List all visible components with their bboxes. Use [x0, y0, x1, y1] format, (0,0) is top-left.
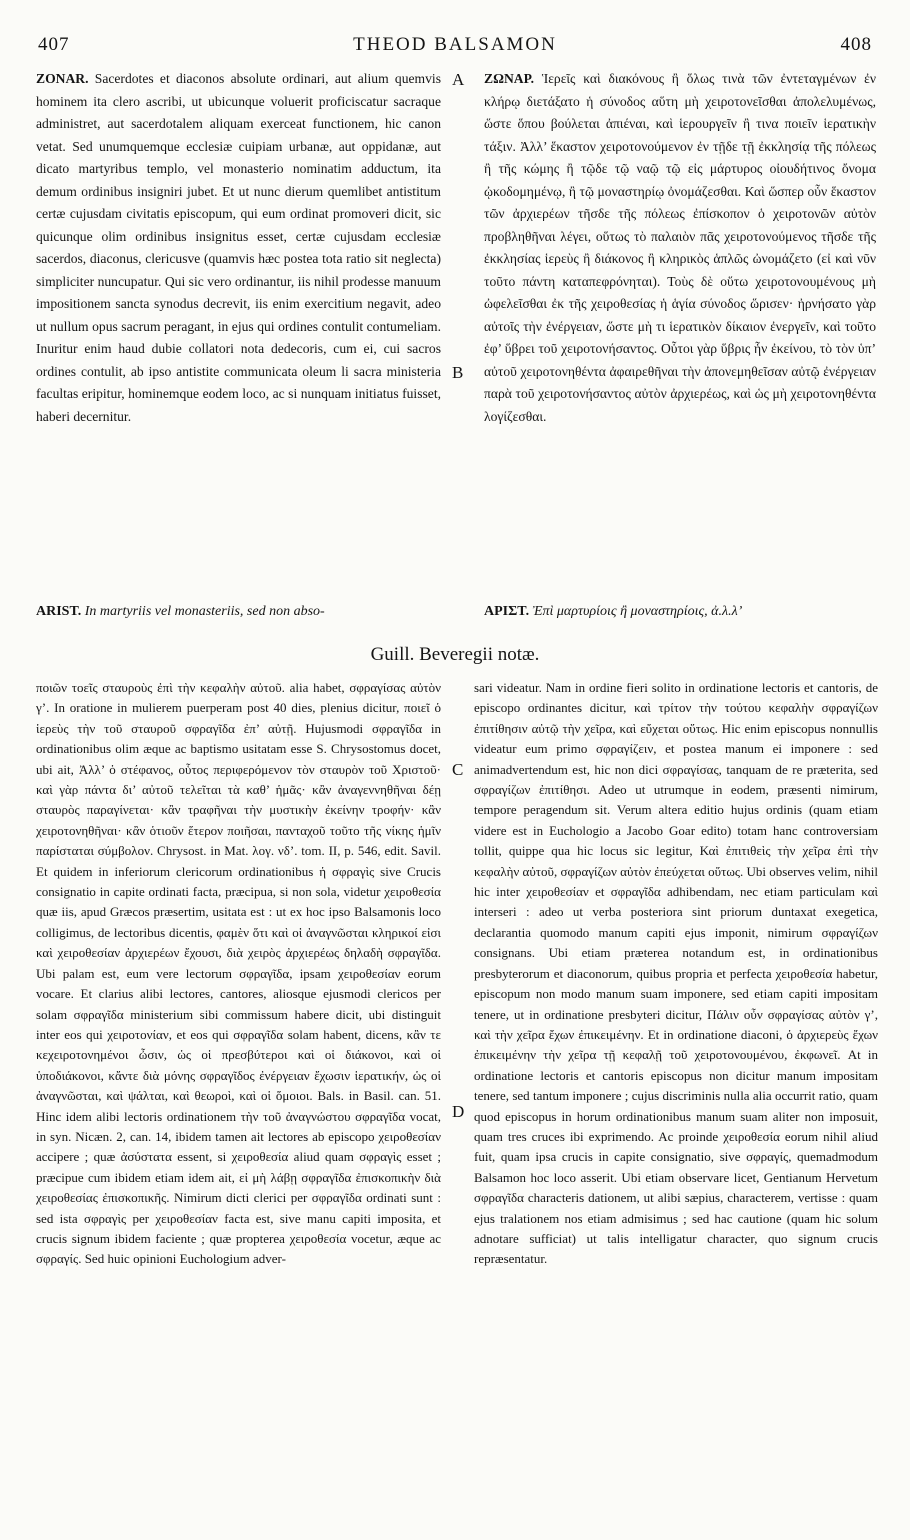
arist-latin-body: In martyriis vel monasteriis, sed non abso-: [84, 604, 325, 619]
latin-commentary-label: ΖΟΝΑR.: [36, 71, 89, 86]
notes-heading: Guill. Beveregii notæ.: [370, 644, 540, 665]
notes-left-column: ποιῶν τοεῖς σταυροὺς ἐπὶ τὴν κεφαλὴν αὐτοῦ. alia habet, σφραγίσας αὐτὸν γ’. In oratione in mulierem puerperam post 40 dies, plenius dicitur, ποιεῖ ὁ ἱερεὺς τὴν τοῦ σταυροῦ σφραγῖδα ἐπ’ αὐτῇ. Hujusmodi σφραγῖδα in ordinationibus olim æque ac baptismo usitatam esse S. Chrysostomus docet, ubi ait, Ἀλλ’ ὁ στέφανος, οὗτος περιφερόμενον τὸν σταυρὸν τοῦ Χριστοῦ· καὶ γὰρ πάντα δι’ αὐτοῦ τελεῖται τὰ καθ’ ἡμᾶς· κἂν ἀναγεννηθῆναι δέῃ σταυρὸς παραγίνεται· κἂν τραφῆναι τὴν μυστικὴν ἐκείνην τροφήν· κἂν χειροτονηθῆναι· κἂν ὁτιοῦν ἕτερον ποιῆσαι, πανταχοῦ τοῦτο τῆς νίκης ἡμῖν παρίσταται σύμβολον. Chrysost. in Mat. λογ. νδ’. tom. II, p. 546, edit. Savil. Et quidem in inferiorum clericorum ordinationibus ἡ σφραγὶς sive Crucis consignatio in capite ordinati facta, præcipua, si non sola, videtur χειροθεσία quæ iis, apud Græcos præsertim, usitata est : ut ex hoc ipso Balsamonis loco colligimus, de lectoribus dicentis, φαμὲν ὅτι καὶ οἱ ἀναγνῶσται κληρικοί εἰσι καὶ χειροθεσίαν ἀρχιερέων ἔχουσι, διὰ χειρὸς ἀρχιερέως δηλαδὴ σφραγῖδα. Ubi palam est, eum vere lectorum σφραγῖδα, ipsam χειροθεσίαν eorum vocare. Et clarius alibi lectores, cantores, aliosque ejusmodi clericos per solam σφραγῖδα ministerium sibi commissum habere dicit, ubi distinguit inter eos qui χειροτονίαν, et eos qui σφραγῖδα solam habent, dicens, κἂν τε κεχειροτονημένοι ὦσιν, ὡς οἱ πρεσβύτεροι καὶ οἱ διάκονοι, καὶ οἱ ὑποδιάκονοι, κἄντε διὰ μόνης σφραγῖδος ἐνέργειαν ἔχωσιν ἱερατικήν, ὡς οἱ ἀναγνῶσται, καὶ ψάλται, καὶ θεωροὶ, καὶ οἱ ὅμοιοι. Bals. in Basil. can. 51. Hinc idem alibi lectoris ordinationem τὴν τοῦ ἀναγνώστου σφραγῖδα vocat, in syn. Nicæn. 2, can. 14, ibidem tamen ait lectores ab episcopo χειροθεσίαν accipere ; quæ ἀσύστατα essent, si χειροθεσία aliud quam σφραγὶς esset ; præcipue cum ibidem etiam idem ait, εἰ μὴ λάβῃ σφραγῖδα ἐπισκοπικὴν διὰ χειροθεσίας ἐπισκοπικῆς. Nimirum dicti clerici per σφραγῖδα ordinati sunt : sed ista σφραγὶς per χειροθεσίαν facta est, sive manu capiti imposita, et crucis signum ibidem faciente ; quæ propterea χειροθεσία vocetur, æque ac σφραγίς. Sed huic opinioni Euchologium adver-: [36, 680, 441, 1267]
arist-greek-label: ΑΡΙΣΤ.: [484, 604, 530, 619]
margin-letter-d: D: [452, 1102, 465, 1121]
arist-latin: [36, 604, 441, 620]
margin-letter-b: B: [452, 363, 464, 382]
greek-commentary-body: Ἱερεῖς καὶ διακόνους ἢ ὅλως τινὰ τῶν ἐντεταγμένων ἐν κλήρῳ διετάξατο ἡ σύνοδος αὕτη μὴ χειροτονεῖσθαι ἀπολελυμένως, ὥστε ὅπου βούλεται ἀπιέναι, καὶ ἱερουργεῖν ἢ τινα ποιεῖν ἱερατικὴν τάξιν. Ἀλλ’ ἕκαστον χειροτονούμενον ἐν τῇδε τῇ ἐκκλησίᾳ τῆς πόλεως ἢ τῆς κώμης ἢ τῷδε τῷ ναῷ τῷ εἰς μάρτυρος οἰουδήτινος ὄνομα ᾠκοδομημένῳ, ἢ τῷ μοναστηρίῳ ὀνομάζεσθαι. Καὶ ὥσπερ οὖν ἕκαστον τῶν ἀρχιερέων τῆσδε τῆς πόλεως ἐπίσκοπον ὁ χειροτονῶν αὐτὸν προβληθῆναι λέγει, οὕτως τὸ παλαιὸν πᾶς χειροτονούμενος τῆσδε τῆς ἐκκλησίας ἱερεὺς ἢ διάκονος ἢ κληρικὸς ἁπλῶς ὠνομάζετο (εἰ καὶ νῦν τοῦτο πάντη καταπεφρόνηται). Τοὺς δὲ οὕτω χειροτονουμένους μὴ ὠφελεῖσθαι ἐκ τῆς χειροθεσίας ἡ ἁγία σύνοδος ὥρισεν· ἠρνήσατο γὰρ αὐτοῖς τὴν ἐνέργειαν, ὥστε μὴ τι ἱερατικὸν δίκαιον ἐνεργεῖν, καὶ τοῦτο ἐφ’ ὕβρει τοῦ χειροτονήσαντος. Οὗτοι γὰρ ὕβρις ἦν ἐκείνου, τὸ τὸν ὑπ’ αὐτοῦ χειροτονηθέντα ἀφαιρεθῆναι τὴν ἀπονεμηθεῖσαν αὐτῷ ἐνέργειαν παρὰ τοῦ χειροτονήσαντος αὐτὸν ἀρχιερέως, καὶ ὡς μὴ χειροτονηθέντα λογίζεσθαι.: [484, 71, 876, 424]
running-title: THEOD BALSAMON: [353, 34, 557, 55]
left-page-number: 407: [38, 34, 70, 55]
margin-letter-c: C: [452, 760, 464, 779]
arist-greek: [484, 604, 876, 620]
latin-commentary: [36, 68, 441, 596]
right-page-number: 408: [840, 34, 872, 55]
greek-commentary: [484, 68, 876, 596]
latin-commentary-body: Sacerdotes et diaconos absolute ordinari, aut alium quemvis hominem ita clero ascribi, ut ubicunque voluerit proficiscatur sacraque administret, aut sacerdotalem aliquam exerceat functionem, hic canon vetat. Sed unumquemque ecclesiæ cuipiam urbanæ, aut oppidanæ, aut dicato martyribus templo, vel monasterio nominatim adductum, ita demum ordinibus insigniri jubet. Et ut nunc dierum quemlibet antistitum certæ cujusdam civitatis episcopum, qui eum ordinat promoveri dicit, sic quicunque olim ordinibus insignitus esset, certæ cujusdam ecclesiæ sacerdos, diaconus, clericusve (quamvis hæc postea tota ratio sit neglecta) simpliciter nuncupatur. Qui sic vero ordinantur, iis nihil prodesse manuum impositionem sancta synodus decrevit, iis enim exercitium negavit, adeo ut nullum opus sacrum peragant, in ejus qui ordines contulit contumeliam. Inuritur enim haud dubie collatori nota dedecoris, cum ei, cui sacros ordines contulit, ab ipso antistite communicata oleum li sacra ministeria facultas eripitur, hominemque eodem loco, ac si nunquam initiatus fuisset, haberi decernitur.: [36, 71, 441, 424]
greek-commentary-label: ΖΩΝΑΡ.: [484, 71, 535, 86]
margin-letter-a: A: [452, 70, 465, 89]
notes-right-column: sari videatur. Nam in ordine fieri solito in ordinatione lectoris et cantoris, de episcopo ordinantes dicitur, καὶ τρίτον τὴν τούτου κεφαλὴν σφραγίζων ἐπιτίθησιν αὐτῷ τὴν χεῖρα, καὶ εὔχεται οὕτως. Hic enim episcopus nonnullis videatur eum primo σφραγίζειν, et postea manum ei imponere : sed animadvertendum est, hic non dici σφραγίσας, tanquam de re præterita, sed σφραγίζων ἐπιτίθησι. Adeo ut utrumque in eodem, præsenti nimirum, tempore peragendum sit. Verum altera editio hujus ordinis (quam etiam videre est in Euchologio a Jacobo Goar edito) totam hanc controversiam tollit, quippe qua hic locus sic legitur, Καὶ ἐπιτιθεὶς τὴν χεῖρα ἐπὶ τὴν κεφαλὴν αὐτοῦ, σφραγίζων αὐτὸν ἐπεύχεται οὕτως. Ubi observes velim, nihil hic inter χειροθεσίαν et σφραγῖδα adhibendam, nec etiam particulam καὶ interseri : adeo ut verba posteriora sint priorum duntaxat exegetica, declarantia quomodo manum capiti ejus imponit, nimirum σφραγίζων consignans. Ubi etiam præterea notandum est, in ordinationibus presbyterorum et diaconorum, quibus propria et perfecta χειροθεσία habetur, episcopum non modo manum suam imponere, sed etiam capiti impositam tenere, ut in ordinatione presbyteri dicitur, Πάλιν οὖν σφραγίσας αὐτὸν γ’, καὶ τὴν χεῖρα ἔχων ἐπικειμένην. Et in ordinatione diaconi, ὁ ἀρχιερεὺς ἔχων ἐπικειμένην τὴν χεῖρα τῇ κεφαλῇ τοῦ χειροτονουμένου, ἐκφωνεῖ. At in ordinatione lectoris et cantoris episcopus non dicitur manum impositam tenere, sed tantum imponere ; cujus discriminis nulla alia occurrit ratio, quam quod episcopus in horum ordinationibus manum suam aliter non imposuit, quam tres cruces ibi exprimendo. Ac proinde χειροθεσία eorum nihil aliud fuit, quam ipsa crucis in capite consignatio, sive σφραγίς, quemadmodum Balsamon hoc loco asserit. Ubi etiam observare licet, Gentianum Hervetum σφραγῖδα characteris dationem, ut alibi sæpius, characterem, vertisse : quam ejus tralationem nos etiam admisimus ; sed hac cautione (quam hic solum adnotare sufficiat) ut talis intelligatur character, quo signum crucis repræsentatur.: [474, 680, 878, 1267]
arist-greek-body: Ἐπὶ μαρτυρίοις ἢ μοναστηρίοις, ἀ.λ.λ’: [532, 604, 743, 619]
arist-latin-label: ARIST.: [36, 604, 82, 619]
